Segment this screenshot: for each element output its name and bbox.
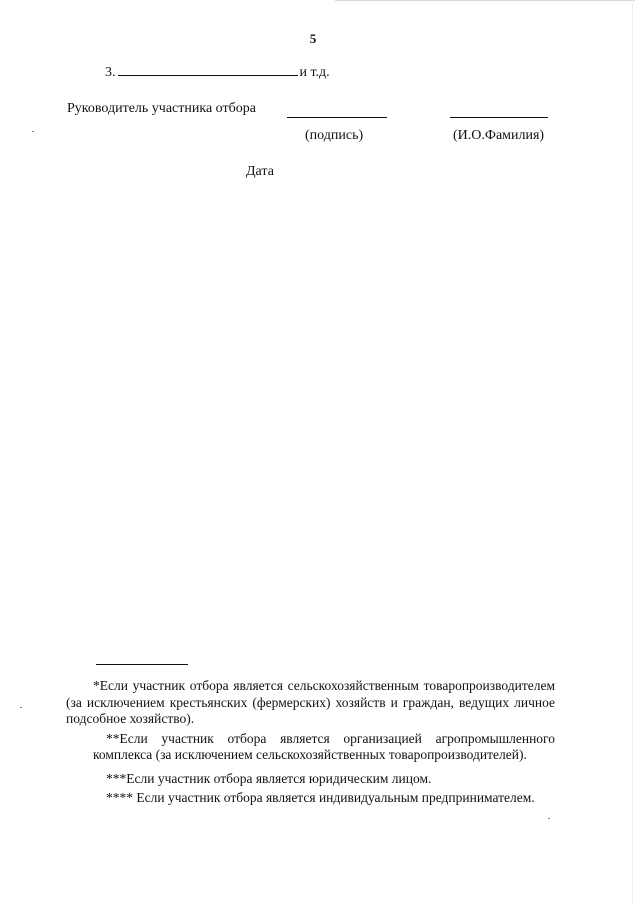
footnotes (66, 678, 555, 810)
scan-edge-top (335, 0, 635, 1)
scan-speck (548, 818, 550, 819)
footnote: **** Если участник отбора является индивидуальным предпринимателем. (106, 790, 535, 805)
signer-label: Руководитель участника отбора (67, 101, 256, 116)
name-caption: (И.О.Фамилия) (453, 128, 545, 143)
date-label: Дата (246, 164, 274, 179)
item-number: 3. (105, 65, 116, 80)
footnote: ***Если участник отбора является юридическим лицом. (106, 770, 432, 786)
item-blank-field (118, 61, 298, 76)
scan-speck (32, 131, 34, 132)
name-blank-line (450, 117, 548, 118)
page-number: 5 (309, 31, 317, 46)
item-suffix: и т.д. (299, 65, 330, 80)
footnote: *Если участник отбора является сельскохозяйственным товаропроизводителем (за исключением крестьянских (фермерских) хозяйств и граждан, ведущих личное подсобное хозяйство). (66, 678, 555, 726)
item-line (105, 61, 330, 81)
footnote-separator (96, 664, 188, 665)
scan-speck (20, 707, 22, 708)
footnote: **Если участник отбора является организацией агропромышленного комплекса (за исключением сельскохозяйственных товаропроизводителей). (93, 730, 555, 762)
scan-edge-right (632, 0, 633, 905)
signature-caption: (подпись) (305, 128, 364, 143)
signature-blank-line (287, 117, 387, 118)
